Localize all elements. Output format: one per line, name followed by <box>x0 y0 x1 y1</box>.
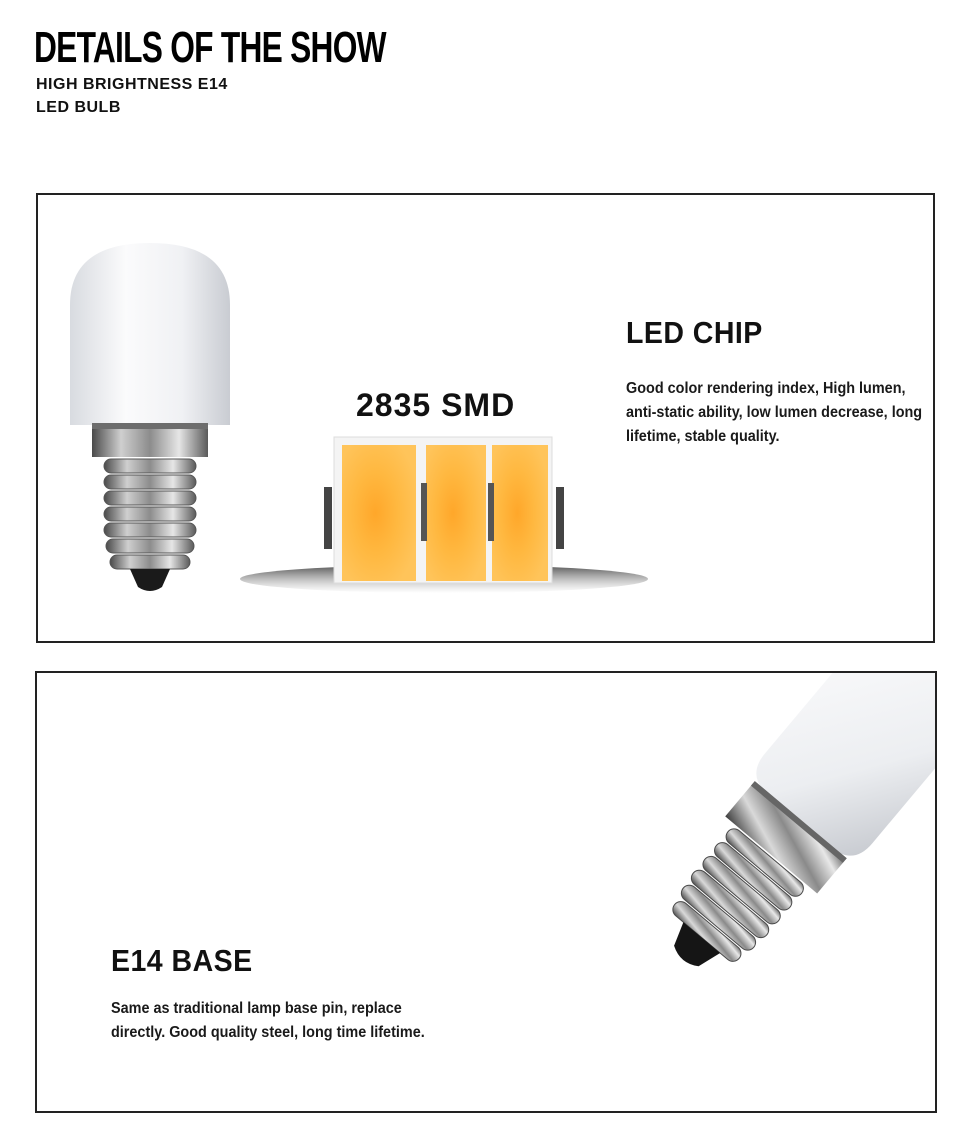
led-chip-panel <box>36 193 935 643</box>
smd-label: 2835 SMD <box>356 387 516 423</box>
smd-chip-image <box>238 431 650 601</box>
page-title: DETAILS OF THE SHOW <box>34 23 386 72</box>
e14-base-title: E14 BASE <box>111 943 253 978</box>
subtitle-line-1: HIGH BRIGHTNESS E14 <box>36 76 228 93</box>
led-chip-description: Good color rendering index, High lumen, anti-static ability, low lumen decrease, long lifetime, stable quality. <box>626 380 923 445</box>
e14-base-image <box>597 673 937 1013</box>
e14-base-panel <box>35 671 937 1113</box>
subtitle-line-2: LED BULB <box>36 99 121 116</box>
led-chip-title: LED CHIP <box>626 315 763 350</box>
led-bulb-image <box>58 235 238 615</box>
e14-base-description: Same as traditional lamp base pin, replace directly. Good quality steel, long time lifetime. <box>111 1000 425 1041</box>
page-subtitle <box>36 73 228 119</box>
